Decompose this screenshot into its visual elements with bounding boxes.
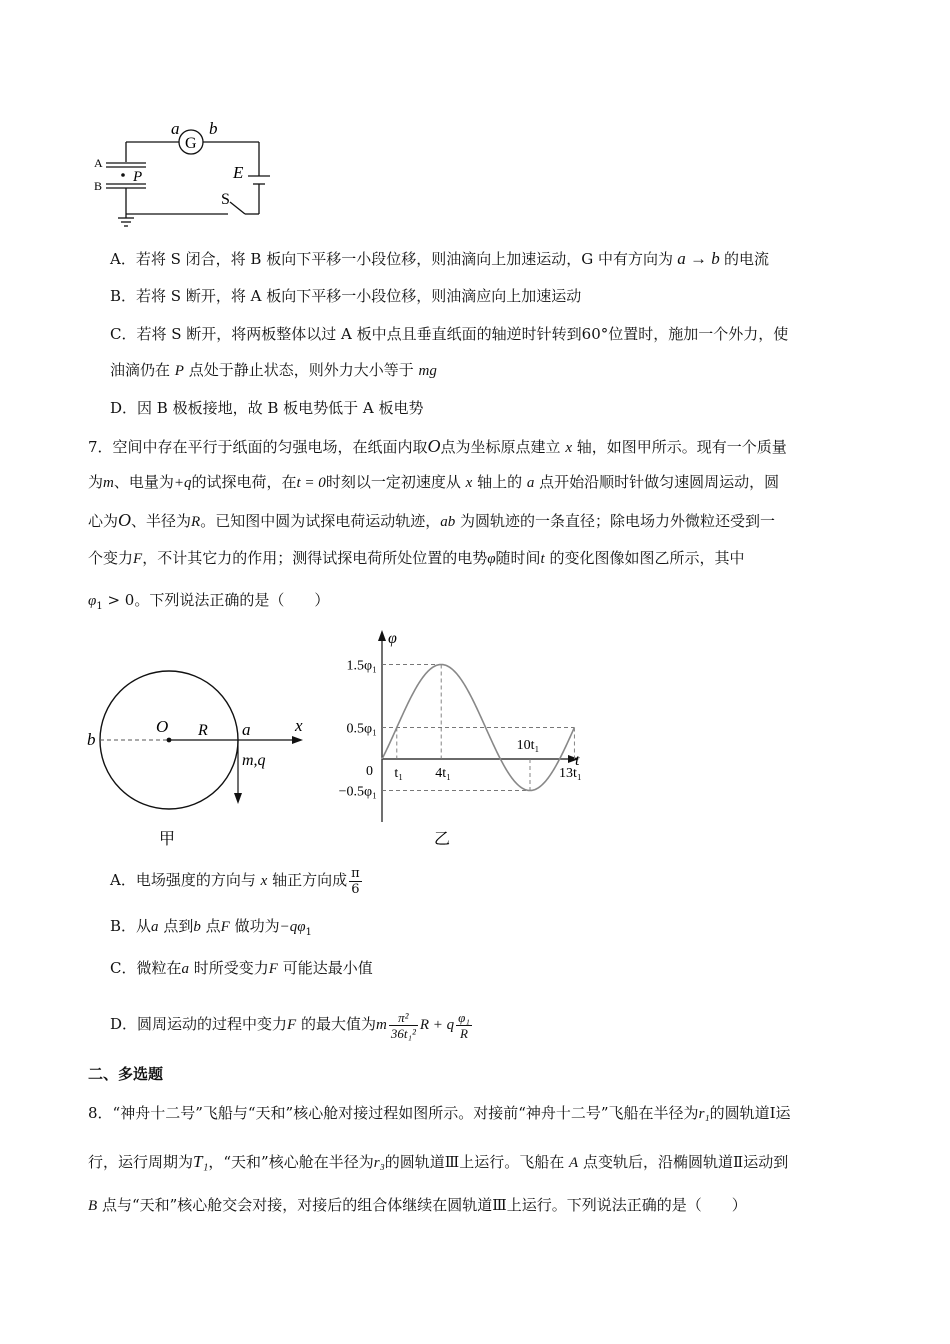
x-tick-13t1: 13t₁ xyxy=(559,766,582,781)
label-s: S xyxy=(221,191,230,208)
jia-label-o: O xyxy=(156,717,169,736)
q7-stem-line2: 为m、电量为+q的试探电荷，在t = 0时刻以一定初速度从 x 轴上的 a 点开始沿顺时针做匀速圆周运动，圆 xyxy=(88,473,780,491)
label-plate-b: B xyxy=(94,179,103,193)
y-tick-0.5: 0.5φ₁ xyxy=(346,721,377,737)
q8-stem-line2: 行，运行周期为T₁，“天和”核心舱在半径为r₃的圆轨道Ⅲ上运行。飞船在 A 点变轨后，沿椭圆轨道Ⅱ运动到 xyxy=(88,1152,789,1171)
section-multi-choice-heading: 二、多选题 xyxy=(88,1065,164,1083)
q7-stem-line3: 心为O、半径为R。已知图中圆为试探电荷运动轨迹，ab 为圆轨迹的一条直径；除电场力外微粒还受到一 xyxy=(88,510,776,530)
q7-option-c: C．微粒在a 时所受变力F 可能达最小值 xyxy=(110,959,373,977)
figure-yi-chart xyxy=(325,628,590,854)
yi-zero: 0 xyxy=(366,764,373,779)
label-plate-a: A xyxy=(94,156,103,170)
q6-option-c-line1: C．若将 S 断开，将两板整体以过 A 板中点且垂直纸面的轴逆时针转到60°位置时，施加一个外力，使 xyxy=(110,325,789,343)
figure-jia xyxy=(80,664,320,854)
q7-option-d: D．圆周运动的过程中变力F 的最大值为m $\frac{\text{π²}}{\text{36t₁²}}$ R + q $\frac{\text{φ₁}}{R}$ xyxy=(110,1009,470,1041)
x-tick-10t1: 10t₁ xyxy=(516,738,540,753)
yi-axis-t: t xyxy=(575,752,580,769)
q6-option-b: B．若将 S 断开，将 A 板向下平移一小段位移，则油滴应向上加速运动 xyxy=(110,287,582,305)
label-e: E xyxy=(233,163,244,182)
q7-stem-line5: $\varphi_1 > 0$。下列说法正确的是（ ） xyxy=(88,591,330,612)
x-tick-t1: t₁ xyxy=(394,766,404,781)
y-tick-1.5: 1.5φ₁ xyxy=(346,658,377,674)
label-a: a xyxy=(171,119,180,138)
y-tick-neg0.5: −0.5φ₁ xyxy=(338,784,377,800)
q6-option-a: A．若将 S 闭合，将 B 板向下平移一小段位移，则油滴向上加速运动，G 中有方向为 a → b 的电流 xyxy=(110,249,769,268)
x-tick-4t1: 4t₁ xyxy=(435,766,452,781)
q7-stem-line4: 个变力F，不计其它力的作用；测得试探电荷所处位置的电势φ随时间t 的变化图像如图乙所示，其中 xyxy=(88,549,745,567)
jia-caption: 甲 xyxy=(159,831,176,848)
q7-stem-line1: 7．空间中存在平行于纸面的匀强电场，在纸面内取O点为坐标原点建立 x 轴，如图甲所示。现有一个质量 xyxy=(88,436,787,456)
label-p: P xyxy=(133,169,143,185)
q8-stem-line3: B 点与“天和”核心舱交会对接，对接后的组合体继续在圆轨道Ⅲ上运行。下列说法正确的是（ ） xyxy=(88,1196,747,1214)
jia-label-r: R xyxy=(198,722,208,739)
q6-option-d: D．因 B 极板接地，故 B 板电势低于 A 板电势 xyxy=(110,399,424,417)
jia-label-b: b xyxy=(87,730,96,749)
jia-label-a: a xyxy=(242,720,251,739)
q7-option-b: B．从a 点到b 点F 做功为$-q\varphi_1$ xyxy=(110,917,312,938)
q7-option-a: A．电场强度的方向与 x 轴正方向成 $\frac{\pi}{6}$ xyxy=(110,865,360,897)
circuit-diagram xyxy=(92,118,282,236)
q6-option-c-line2: 油滴仍在 P 点处于静止状态，则外力大小等于 mg xyxy=(110,361,437,379)
q8-stem-line1: 8．“神舟十二号”飞船与“天和”核心舱对接过程如图所示。对接前“神舟十二号”飞船在半径为r₁的圆轨道Ⅰ运 xyxy=(88,1104,791,1122)
jia-label-mq: m,q xyxy=(242,752,266,769)
jia-label-x: x xyxy=(295,716,303,735)
yi-axis-phi: φ xyxy=(388,630,397,647)
galvanometer-g: G xyxy=(185,135,197,152)
label-b: b xyxy=(209,119,218,138)
yi-caption: 乙 xyxy=(434,831,451,848)
